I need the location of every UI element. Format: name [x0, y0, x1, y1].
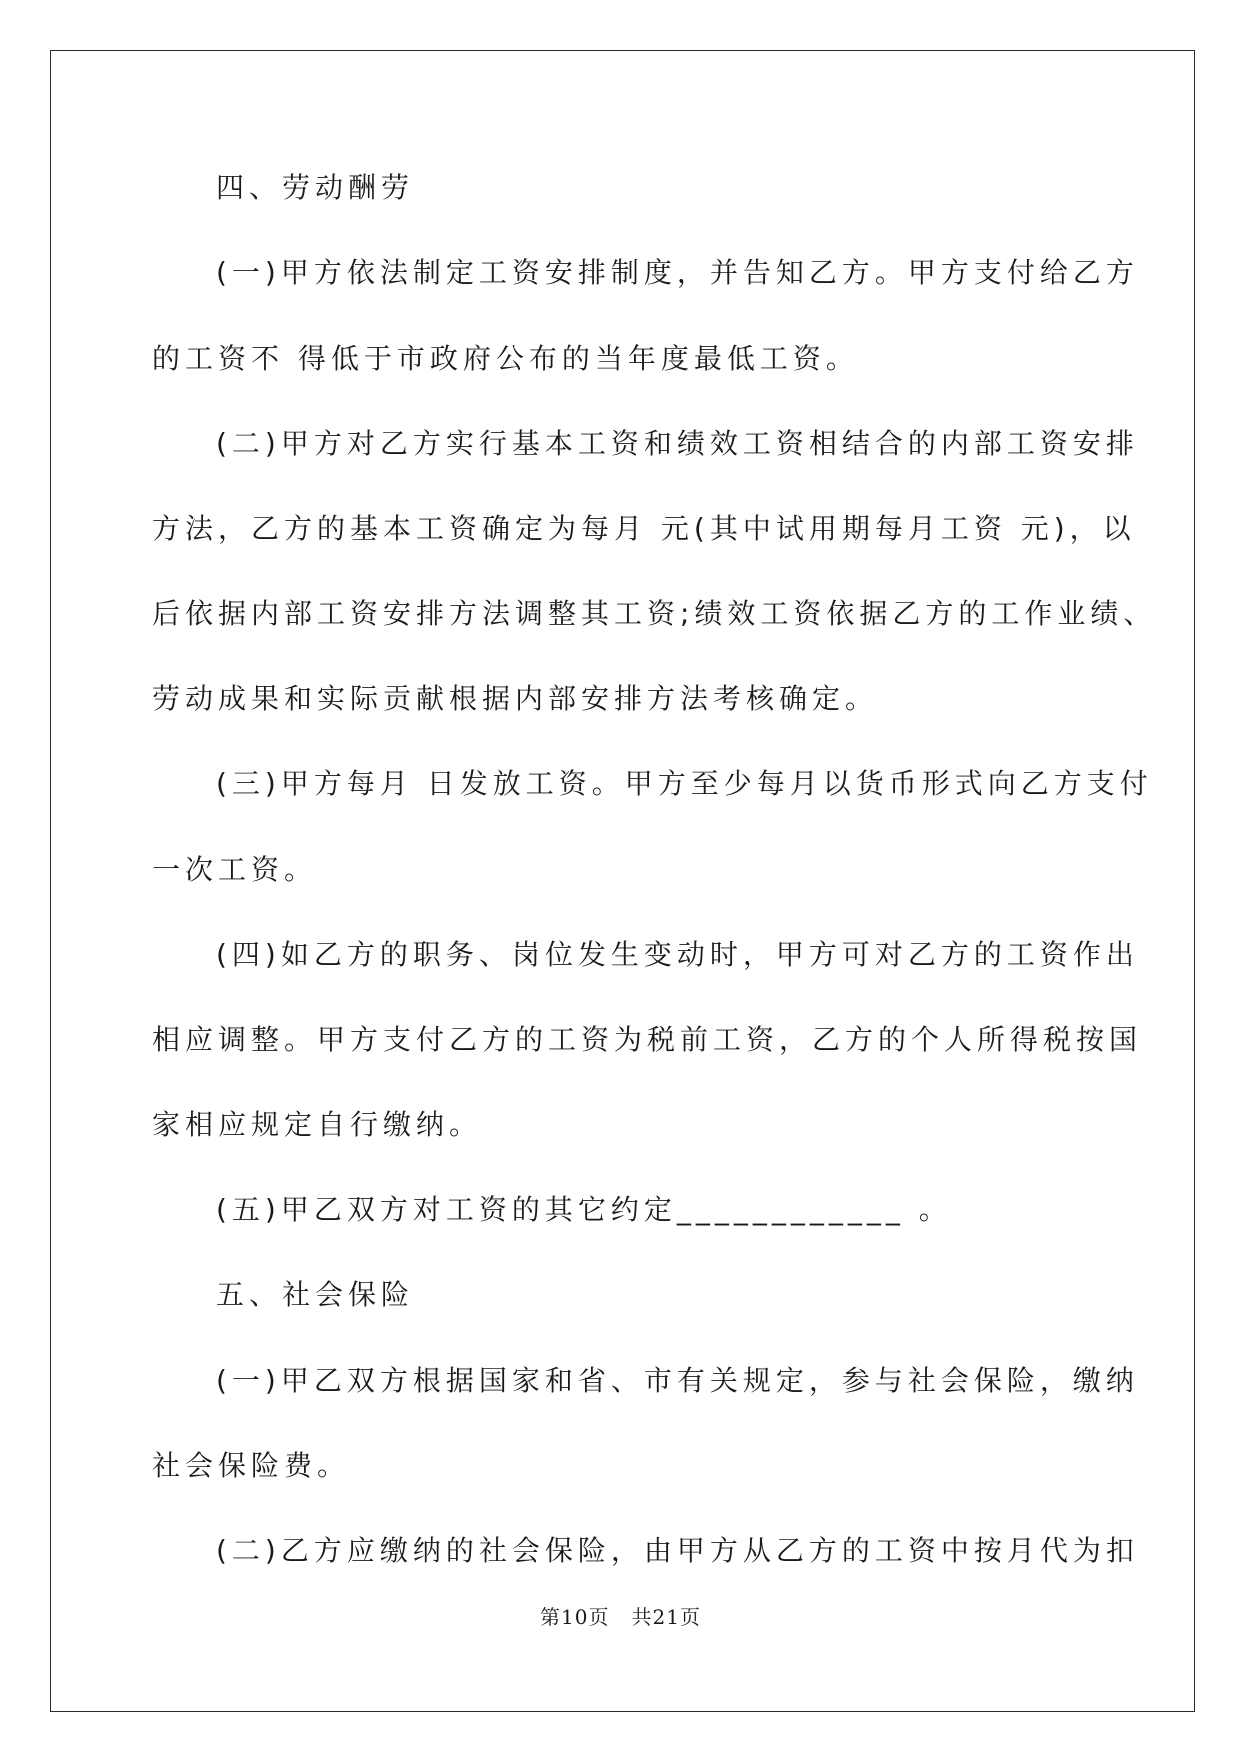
paragraph-line: 家相应规定自行缴纳。 — [152, 1108, 483, 1141]
paragraph-line: 方法，乙方的基本工资确定为每月 元(其中试用期每月工资 元)，以 — [152, 512, 1136, 545]
paragraph-line: 社会保险费。 — [152, 1449, 351, 1482]
page-footer — [0, 1604, 1241, 1630]
paragraph-line: 相应调整。甲方支付乙方的工资为税前工资，乙方的个人所得税按国 — [152, 1023, 1143, 1056]
paragraph-line: 一次工资。 — [152, 853, 318, 886]
paragraph-line: 劳动成果和实际贡献根据内部安排方法考核确定。 — [152, 682, 879, 715]
page-number: 第10页 — [540, 1605, 610, 1629]
paragraph-line: 的工资不 得低于市政府公布的当年度最低工资。 — [152, 342, 859, 375]
paragraph-line: (五)甲乙双方对工资的其它约定____________ 。 — [216, 1193, 952, 1226]
paragraph-line: (一)甲方依法制定工资安排制度，并告知乙方。甲方支付给乙方 — [216, 256, 1139, 289]
paragraph-line: (四)如乙方的职务、岗位发生变动时，甲方可对乙方的工资作出 — [216, 938, 1139, 971]
section-heading: 四、劳动酬劳 — [216, 171, 415, 204]
section-heading: 五、社会保险 — [216, 1278, 415, 1311]
paragraph-line: (二)乙方应缴纳的社会保险，由甲方从乙方的工资中按月代为扣 — [216, 1534, 1139, 1567]
paragraph-line: (一)甲乙双方根据国家和省、市有关规定，参与社会保险，缴纳 — [216, 1364, 1139, 1397]
paragraph-line: 后依据内部工资安排方法调整其工资;绩效工资依据乙方的工作业绩、 — [152, 597, 1157, 630]
page-total: 共21页 — [631, 1605, 701, 1629]
paragraph-line: (二)甲方对乙方实行基本工资和绩效工资相结合的内部工资安排 — [216, 427, 1139, 460]
paragraph-line: (三)甲方每月 日发放工资。甲方至少每月以货币形式向乙方支付 — [216, 767, 1153, 800]
